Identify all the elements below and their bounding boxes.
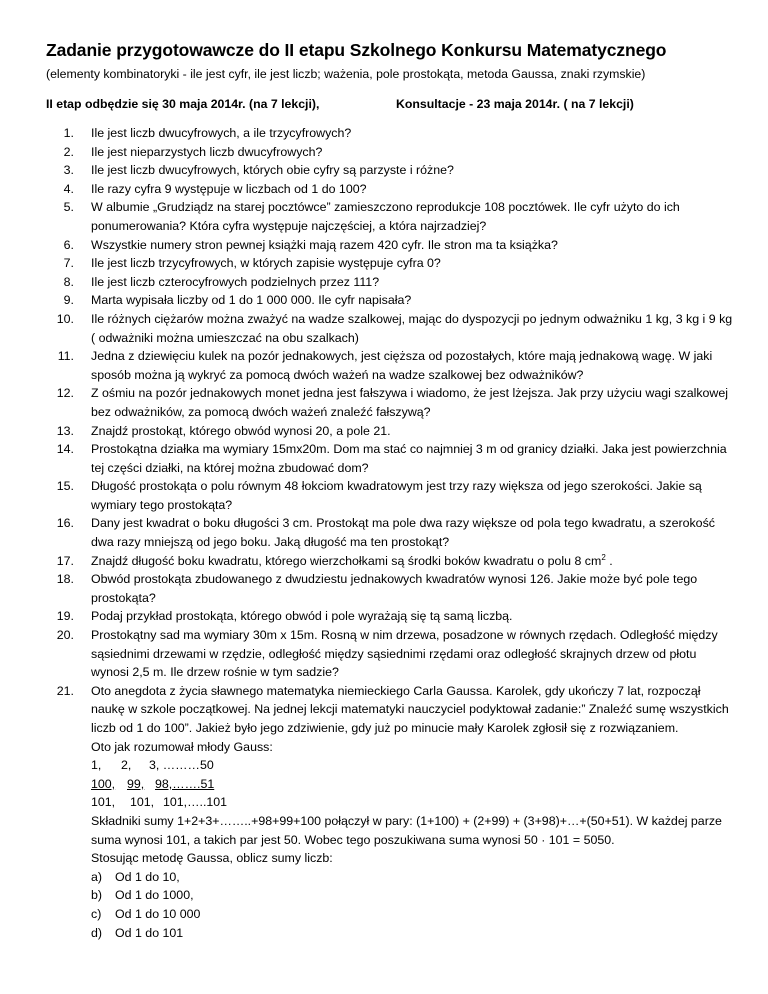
question-number: 13. [56, 423, 74, 438]
question-number: 7. [63, 256, 74, 271]
question-number: 9. [63, 293, 74, 308]
question-item [46, 384, 736, 421]
question-number: 1. [63, 126, 74, 140]
question-item [46, 552, 736, 571]
question-text: Prostokątna działka ma wymiary 15mx20m. Dom ma stać co najmniej 3 m od granicy działki. Jaka jest powierzchnia tej części działki, na której można zbudować dom? [91, 442, 727, 475]
sub-task-text: Od 1 do 10 000 [115, 906, 201, 921]
question-number: 21. [56, 683, 74, 698]
gauss-cell: 1, [91, 758, 102, 773]
question-item [46, 626, 736, 682]
gauss-row-2 [91, 775, 736, 794]
question-text: Ile razy cyfra 9 występuje w liczbach od 1 do 100? [91, 181, 367, 196]
question-text: Ile jest liczb dwucyfrowych, a ile trzycyfrowych? [91, 126, 352, 140]
stage-date: II etap odbędzie się 30 maja 2014r. (na 7 lekcji), [46, 97, 320, 111]
sub-task-list [91, 868, 736, 942]
gauss-cell: 2, [121, 758, 132, 773]
question-number: 17. [56, 553, 74, 568]
question-item [46, 607, 736, 626]
question-text: W albumie „Grudziądz na starej pocztówce” zamieszczono reprodukcje 108 pocztówek. Ile cyfr użyto do ich ponumerowania? Która cyfra występuje najczęściej, a która najrzadziej? [91, 200, 680, 233]
question-text: Podaj przykład prostokąta, którego obwód i pole wyrażają się tą samą liczbą. [91, 609, 513, 624]
superscript-exponent: 2 [601, 552, 606, 562]
document-title: Zadanie przygotowawcze do II etapu Szkolnego Konkursu Matematycznego [46, 40, 667, 60]
sub-task-item [91, 905, 736, 924]
gauss-cell: 101,…..101 [163, 795, 228, 810]
question-text: Obwód prostokąta zbudowanego z dwudziestu jednakowych kwadratów wynosi 126. Jakie może być pole tego prostokąta? [91, 572, 698, 605]
gauss-cell: 98,…….51 [155, 776, 215, 791]
question-number: 2. [63, 144, 74, 159]
sub-task-text: Od 1 do 1000, [115, 888, 194, 903]
question-text: Oto anegdota z życia sławnego matematyka niemieckiego Carla Gaussa. Karolek, gdy ukończy 7 lat, rozpoczął naukę w szkole początkowej. Na jednej lekcji matematyki nauczyciel podyktował zadanie:” Znaleźć sumę wszystkich liczb od 1 do 100”. Jakież było jego zdziwienie, gdy już po minucie mały Karolek zgłosił się z rozwiązaniem. [91, 683, 729, 735]
gauss-intro: Oto jak rozumował młody Gauss: [91, 739, 273, 754]
gauss-cell: 99, [127, 776, 145, 791]
question-text: Ile różnych ciężarów można zważyć na wadze szalkowej, mając do dyspozycji po jednym odważniku 1 kg, 3 kg i 9 kg ( odważniki można umieszczać na obu szalkach) [91, 311, 733, 345]
question-item [46, 236, 736, 255]
sub-task-text: Od 1 do 101 [115, 925, 184, 940]
question-number: 11. [57, 349, 74, 364]
question-number: 14. [56, 442, 74, 457]
question-number: 8. [63, 274, 74, 289]
question-item [46, 180, 736, 199]
sub-task-item [91, 886, 736, 905]
gauss-task: Stosując metodę Gaussa, oblicz sumy liczb: [91, 851, 333, 866]
sub-task-letter: c) [91, 906, 102, 921]
gauss-row-3 [91, 793, 736, 812]
question-item [46, 291, 736, 310]
question-text: Ile jest nieparzystych liczb dwucyfrowych? [91, 144, 323, 159]
question-item [46, 347, 736, 384]
sub-task-item [91, 924, 736, 943]
question-item [46, 310, 736, 347]
question-item [46, 161, 736, 180]
question-number: 4. [63, 181, 74, 196]
question-number: 19. [56, 609, 74, 624]
question-item [46, 254, 736, 273]
question-text: Marta wypisała liczby od 1 do 1 000 000. Ile cyfr napisała? [91, 293, 412, 308]
question-list [46, 124, 736, 942]
question-text: Dany jest kwadrat o boku długości 3 cm. Prostokąt ma pole dwa razy większe od pola tego kwadratu, a szerokość dwa razy mniejszą od jego boku. Jaką długość ma ten prostokąt? [91, 516, 715, 550]
question-text: Znajdź długość boku kwadratu, którego wierzchołkami są środki boków kwadratu o polu 8 cm [91, 553, 602, 568]
question-text: Ile jest liczb dwucyfrowych, których obie cyfry są parzyste i różne? [91, 163, 454, 178]
question-text: Ile jest liczb czterocyfrowych podzielnych przez 111? [91, 274, 380, 289]
question-number: 10. [56, 311, 74, 326]
question-item [46, 682, 736, 942]
question-item [46, 477, 736, 514]
gauss-cell: 101, [130, 795, 155, 810]
question-item [46, 143, 736, 162]
sub-task-letter: d) [91, 925, 103, 940]
question-number: 6. [63, 237, 74, 252]
question-item [46, 440, 736, 477]
question-item [46, 570, 736, 607]
question-item [46, 422, 736, 441]
question-text: Ile jest liczb trzycyfrowych, w których zapisie występuje cyfra 0? [91, 256, 441, 271]
question-item [46, 273, 736, 292]
question-number: 16. [56, 516, 74, 531]
question-number: 3. [63, 163, 74, 178]
gauss-cell: 3, ………50 [149, 758, 214, 773]
question-number: 20. [56, 628, 74, 643]
question-item [46, 514, 736, 551]
question-text: Prostokątny sad ma wymiary 30m x 15m. Rosną w nim drzewa, posadzone w równych rzędach. Odległość między sąsiednimi drzewami w rzędzie, odległość między sąsiednimi rzędami oraz odległość skrajnych drzew od płotu wynosi 2,5 m. Ile drzew rośnie w tym sadzie? [91, 628, 718, 680]
gauss-row-1 [91, 756, 736, 775]
sub-task-letter: b) [91, 888, 103, 903]
gauss-cell: 100, [91, 776, 116, 791]
question-text: Wszystkie numery stron pewnej książki mają razem 420 cyfr. Ile stron ma ta książka? [91, 237, 558, 252]
question-number: 12. [56, 386, 74, 401]
document-subtitle: (elementy kombinatoryki - ile jest cyfr, ile jest liczb; ważenia, pole prostokąta, metoda Gaussa, znaki rzymskie) [46, 67, 646, 81]
question-number: 5. [63, 200, 74, 215]
sub-task-letter: a) [91, 869, 103, 884]
sub-task-text: Od 1 do 10, [115, 869, 180, 884]
gauss-cell: 101, [91, 795, 116, 810]
question-text: Z ośmiu na pozór jednakowych monet jedna jest fałszywa i wiadomo, że jest lżejsza. Jak przy użyciu wagi szalkowej bez odważników, za pomocą dwóch ważeń znaleźć fałszywą? [91, 386, 729, 419]
question-number: 15. [56, 479, 74, 494]
gauss-explanation: Składniki sumy 1+2+3+……..+98+99+100 połączył w pary: (1+100) + (2+99) + (3+98)+…+(50+51). W każdej parze suma wynosi 101, a takich par jest 50. Wobec tego poszukiwana suma wynosi 50 · 101 = 5050. [91, 813, 722, 847]
question-number: 18. [56, 572, 74, 587]
question-tail: . [605, 553, 613, 568]
question-item [46, 124, 736, 143]
sub-task-item [91, 868, 736, 887]
question-text: Jedna z dziewięciu kulek na pozór jednakowych, jest cięższa od pozostałych, które mają jednakową wagę. W jaki sposób można ją wykryć za pomocą dwóch ważeń na wadze szalkowej bez odważników? [91, 349, 713, 382]
question-text: Długość prostokąta o polu równym 48 łokciom kwadratowym jest trzy razy większa od jego szerokości. Jakie są wymiary tego prostokąta? [91, 479, 702, 512]
question-text: Znajdź prostokąt, którego obwód wynosi 20, a pole 21. [91, 423, 391, 438]
question-item [46, 198, 736, 235]
consultation-date: Konsultacje - 23 maja 2014r. ( na 7 lekcji) [396, 97, 634, 111]
